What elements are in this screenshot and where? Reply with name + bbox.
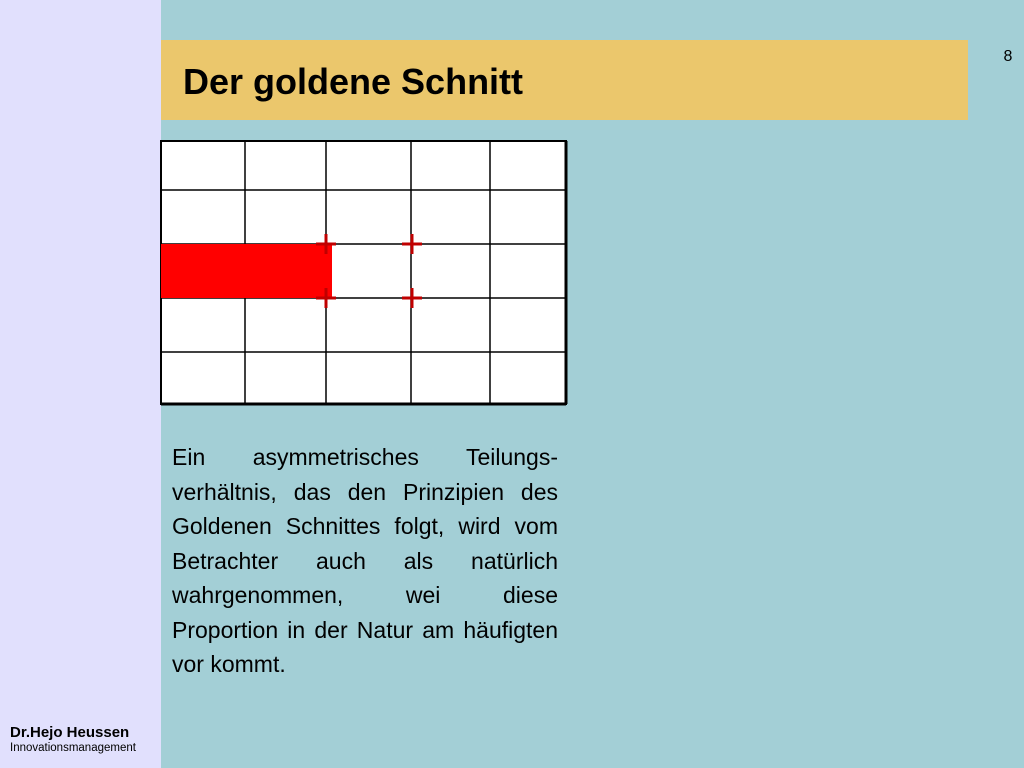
author-role: Innovationsmanagement — [10, 742, 136, 754]
slide-title: Der goldene Schnitt — [183, 61, 524, 102]
author-name: Dr.Hejo Heussen — [10, 724, 130, 741]
caption-text: Ein asymmetrisches Teilungs-verhältnis, das den Prinzipien des Goldenen Schnittes folgt, wird vom Betrachter auch als natürlich wahrgenommen, wei diese Proportion in der Natur am häufigten vor kommt. — [172, 444, 558, 677]
golden-section-bar — [161, 244, 332, 298]
page-number: 8 — [1003, 48, 1013, 65]
